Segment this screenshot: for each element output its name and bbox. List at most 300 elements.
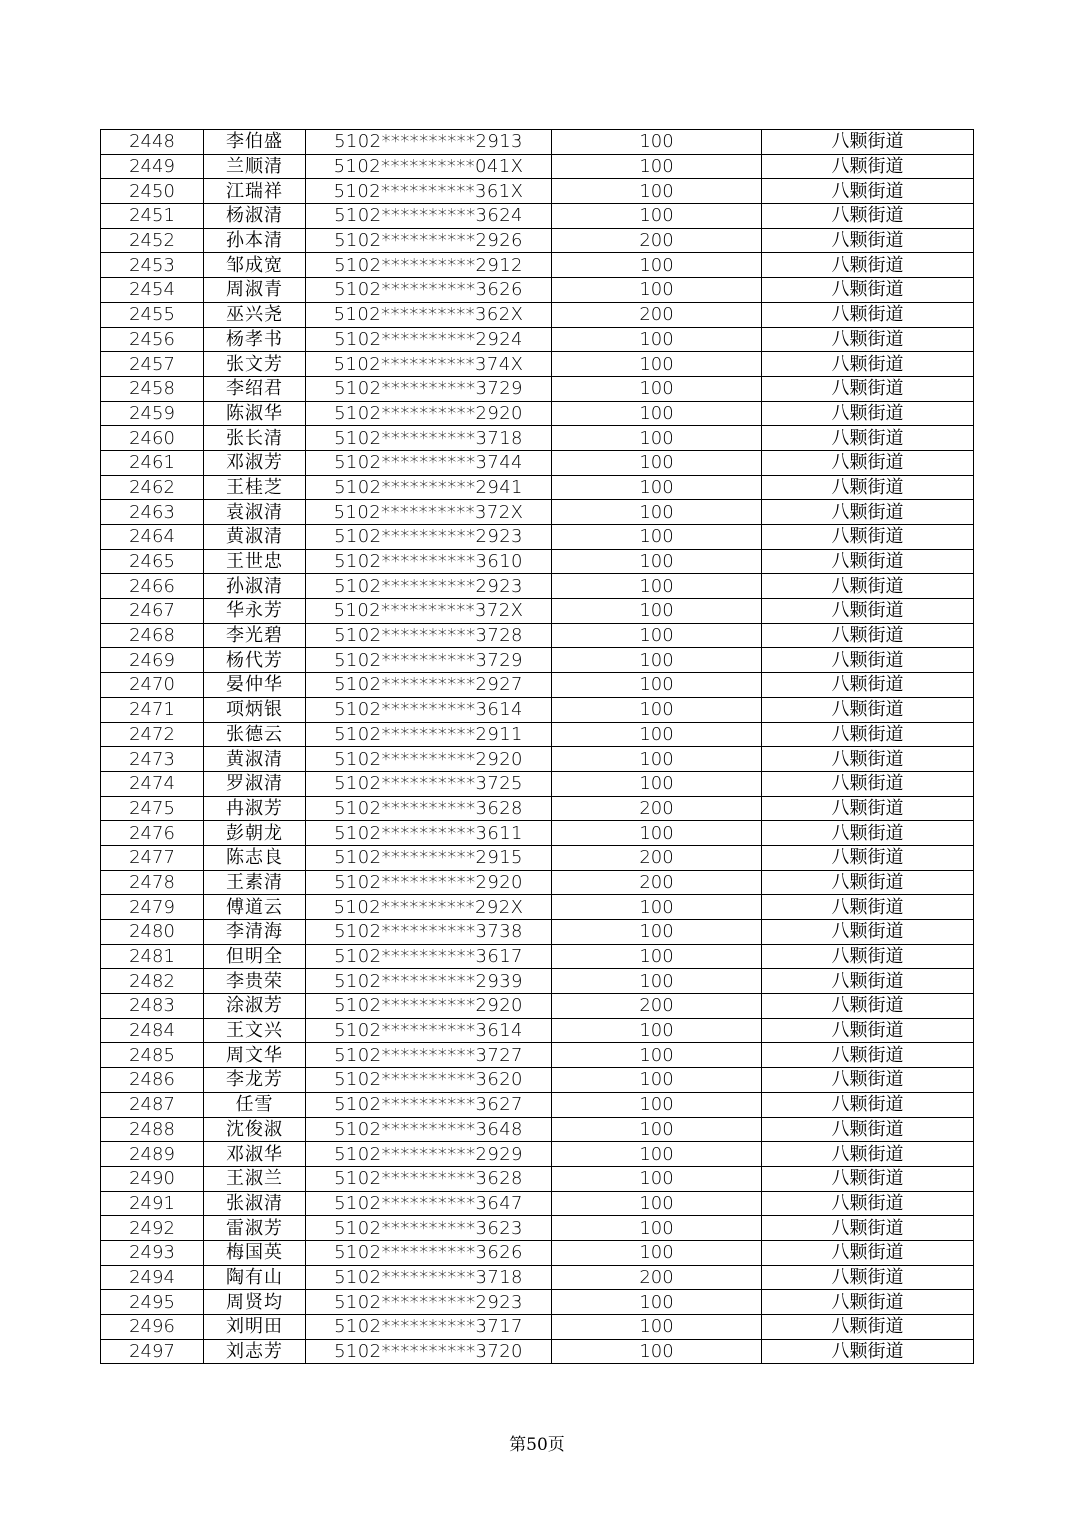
name-cell: 张长清 [204,426,306,451]
id-number-cell: 5102**********3718 [306,1265,552,1290]
table-row [101,673,974,698]
table-row [101,228,974,253]
amount-cell: 200 [552,870,762,895]
street-cell: 八颗街道 [762,648,974,673]
table-row [101,1117,974,1142]
name-cell: 雷淑芳 [204,1216,306,1241]
amount-cell: 100 [552,500,762,525]
name-cell: 傅道云 [204,895,306,920]
serial-number-cell: 2490 [101,1166,204,1191]
serial-number-cell: 2482 [101,969,204,994]
id-number-cell: 5102**********362X [306,302,552,327]
street-cell: 八颗街道 [762,1018,974,1043]
table-row [101,623,974,648]
amount-cell: 100 [552,574,762,599]
id-number-cell: 5102**********3647 [306,1191,552,1216]
street-cell: 八颗街道 [762,1166,974,1191]
amount-cell: 100 [552,1142,762,1167]
serial-number-cell: 2470 [101,673,204,698]
name-cell: 彭朝龙 [204,821,306,846]
street-cell: 八颗街道 [762,969,974,994]
name-cell: 周文华 [204,1043,306,1068]
amount-cell: 100 [552,1191,762,1216]
street-cell: 八颗街道 [762,525,974,550]
id-number-cell: 5102**********3727 [306,1043,552,1068]
name-cell: 但明全 [204,944,306,969]
table-row [101,352,974,377]
name-cell: 陈志良 [204,845,306,870]
amount-cell: 200 [552,1265,762,1290]
name-cell: 李清海 [204,920,306,945]
id-number-cell: 5102**********3628 [306,1166,552,1191]
serial-number-cell: 2497 [101,1339,204,1364]
table-row [101,920,974,945]
serial-number-cell: 2465 [101,549,204,574]
amount-cell: 200 [552,845,762,870]
name-cell: 兰顺清 [204,154,306,179]
serial-number-cell: 2460 [101,426,204,451]
amount-cell: 100 [552,944,762,969]
table-row [101,870,974,895]
name-cell: 晏仲华 [204,673,306,698]
street-cell: 八颗街道 [762,623,974,648]
street-cell: 八颗街道 [762,253,974,278]
id-number-cell: 5102**********374X [306,352,552,377]
amount-cell: 100 [552,1043,762,1068]
name-cell: 周淑青 [204,278,306,303]
amount-cell: 100 [552,1068,762,1093]
name-cell: 涂淑芳 [204,994,306,1019]
id-number-cell: 5102**********3729 [306,648,552,673]
name-cell: 巫兴尧 [204,302,306,327]
table-row [101,278,974,303]
id-number-cell: 5102**********3720 [306,1339,552,1364]
name-cell: 张文芳 [204,352,306,377]
id-number-cell: 5102**********372X [306,599,552,624]
amount-cell: 100 [552,426,762,451]
street-cell: 八颗街道 [762,302,974,327]
amount-cell: 100 [552,1290,762,1315]
street-cell: 八颗街道 [762,278,974,303]
id-number-cell: 5102**********2924 [306,327,552,352]
amount-cell: 100 [552,327,762,352]
amount-cell: 100 [552,771,762,796]
id-number-cell: 5102**********2912 [306,253,552,278]
street-cell: 八颗街道 [762,475,974,500]
serial-number-cell: 2468 [101,623,204,648]
street-cell: 八颗街道 [762,796,974,821]
table-row [101,574,974,599]
table-row [101,845,974,870]
serial-number-cell: 2479 [101,895,204,920]
serial-number-cell: 2455 [101,302,204,327]
amount-cell: 100 [552,179,762,204]
amount-cell: 100 [552,525,762,550]
street-cell: 八颗街道 [762,673,974,698]
table-row [101,1315,974,1340]
id-number-cell: 5102**********3738 [306,920,552,945]
id-number-cell: 5102**********3628 [306,796,552,821]
street-cell: 八颗街道 [762,1191,974,1216]
street-cell: 八颗街道 [762,549,974,574]
street-cell: 八颗街道 [762,130,974,155]
name-cell: 沈俊淑 [204,1117,306,1142]
amount-cell: 100 [552,747,762,772]
serial-number-cell: 2451 [101,204,204,229]
serial-number-cell: 2474 [101,771,204,796]
amount-cell: 200 [552,228,762,253]
name-cell: 李贵荣 [204,969,306,994]
id-number-cell: 5102**********2913 [306,130,552,155]
table-row [101,796,974,821]
serial-number-cell: 2484 [101,1018,204,1043]
street-cell: 八颗街道 [762,1265,974,1290]
serial-number-cell: 2489 [101,1142,204,1167]
table-row [101,1191,974,1216]
serial-number-cell: 2477 [101,845,204,870]
name-cell: 杨淑清 [204,204,306,229]
id-number-cell: 5102**********2915 [306,845,552,870]
id-number-cell: 5102**********2929 [306,1142,552,1167]
id-number-cell: 5102**********2920 [306,870,552,895]
name-cell: 李伯盛 [204,130,306,155]
name-cell: 刘明田 [204,1315,306,1340]
amount-cell: 100 [552,154,762,179]
serial-number-cell: 2453 [101,253,204,278]
street-cell: 八颗街道 [762,154,974,179]
table-row [101,401,974,426]
page-number: 第50页 [509,1435,565,1455]
table-row [101,1043,974,1068]
id-number-cell: 5102**********3611 [306,821,552,846]
serial-number-cell: 2457 [101,352,204,377]
name-cell: 陈淑华 [204,401,306,426]
table-row [101,450,974,475]
street-cell: 八颗街道 [762,574,974,599]
street-cell: 八颗街道 [762,228,974,253]
serial-number-cell: 2472 [101,722,204,747]
table-row [101,1216,974,1241]
serial-number-cell: 2463 [101,500,204,525]
table-row [101,1068,974,1093]
id-number-cell: 5102**********041X [306,154,552,179]
id-number-cell: 5102**********361X [306,179,552,204]
id-number-cell: 5102**********3648 [306,1117,552,1142]
amount-cell: 100 [552,450,762,475]
serial-number-cell: 2466 [101,574,204,599]
name-cell: 孙本清 [204,228,306,253]
amount-cell: 100 [552,895,762,920]
table-row [101,895,974,920]
table-row [101,525,974,550]
id-number-cell: 5102**********3627 [306,1092,552,1117]
id-number-cell: 5102**********2920 [306,747,552,772]
serial-number-cell: 2473 [101,747,204,772]
serial-number-cell: 2452 [101,228,204,253]
serial-number-cell: 2448 [101,130,204,155]
serial-number-cell: 2476 [101,821,204,846]
street-cell: 八颗街道 [762,697,974,722]
name-cell: 李光碧 [204,623,306,648]
amount-cell: 100 [552,253,762,278]
serial-number-cell: 2488 [101,1117,204,1142]
table-row [101,376,974,401]
amount-cell: 100 [552,204,762,229]
serial-number-cell: 2496 [101,1315,204,1340]
table-row [101,1339,974,1364]
id-number-cell: 5102**********2920 [306,401,552,426]
id-number-cell: 5102**********3610 [306,549,552,574]
table-row [101,821,974,846]
serial-number-cell: 2462 [101,475,204,500]
serial-number-cell: 2487 [101,1092,204,1117]
table-body [101,130,974,1364]
name-cell: 陶有山 [204,1265,306,1290]
id-number-cell: 5102**********2923 [306,574,552,599]
serial-number-cell: 2469 [101,648,204,673]
id-number-cell: 5102**********3744 [306,450,552,475]
street-cell: 八颗街道 [762,1092,974,1117]
table-row [101,1240,974,1265]
amount-cell: 100 [552,1339,762,1364]
street-cell: 八颗街道 [762,1142,974,1167]
serial-number-cell: 2467 [101,599,204,624]
id-number-cell: 5102**********292X [306,895,552,920]
table-row [101,327,974,352]
street-cell: 八颗街道 [762,1290,974,1315]
table-row [101,599,974,624]
serial-number-cell: 2493 [101,1240,204,1265]
table-row [101,771,974,796]
amount-cell: 100 [552,401,762,426]
serial-number-cell: 2494 [101,1265,204,1290]
table-row [101,1018,974,1043]
name-cell: 邓淑华 [204,1142,306,1167]
serial-number-cell: 2478 [101,870,204,895]
name-cell: 张德云 [204,722,306,747]
id-number-cell: 5102**********2939 [306,969,552,994]
name-cell: 杨孝书 [204,327,306,352]
name-cell: 孙淑清 [204,574,306,599]
street-cell: 八颗街道 [762,994,974,1019]
street-cell: 八颗街道 [762,204,974,229]
name-cell: 王淑兰 [204,1166,306,1191]
id-number-cell: 5102**********3626 [306,1240,552,1265]
street-cell: 八颗街道 [762,1068,974,1093]
serial-number-cell: 2492 [101,1216,204,1241]
id-number-cell: 5102**********3614 [306,1018,552,1043]
name-cell: 罗淑清 [204,771,306,796]
table-row [101,1265,974,1290]
street-cell: 八颗街道 [762,1117,974,1142]
table-row [101,179,974,204]
street-cell: 八颗街道 [762,944,974,969]
serial-number-cell: 2486 [101,1068,204,1093]
serial-number-cell: 2471 [101,697,204,722]
street-cell: 八颗街道 [762,401,974,426]
serial-number-cell: 2449 [101,154,204,179]
amount-cell: 100 [552,1216,762,1241]
street-cell: 八颗街道 [762,179,974,204]
id-number-cell: 5102**********3620 [306,1068,552,1093]
table-row [101,426,974,451]
serial-number-cell: 2475 [101,796,204,821]
id-number-cell: 5102**********2927 [306,673,552,698]
name-cell: 周贤均 [204,1290,306,1315]
serial-number-cell: 2481 [101,944,204,969]
serial-number-cell: 2495 [101,1290,204,1315]
serial-number-cell: 2456 [101,327,204,352]
amount-cell: 200 [552,302,762,327]
amount-cell: 100 [552,1117,762,1142]
data-table-container [100,129,973,1364]
table-row [101,1142,974,1167]
name-cell: 袁淑清 [204,500,306,525]
table-row [101,747,974,772]
serial-number-cell: 2464 [101,525,204,550]
street-cell: 八颗街道 [762,376,974,401]
table-row [101,549,974,574]
serial-number-cell: 2485 [101,1043,204,1068]
table-row [101,475,974,500]
street-cell: 八颗街道 [762,450,974,475]
id-number-cell: 5102**********3718 [306,426,552,451]
id-number-cell: 5102**********3725 [306,771,552,796]
street-cell: 八颗街道 [762,870,974,895]
street-cell: 八颗街道 [762,1216,974,1241]
id-number-cell: 5102**********2941 [306,475,552,500]
table-row [101,500,974,525]
serial-number-cell: 2483 [101,994,204,1019]
id-number-cell: 5102**********2923 [306,525,552,550]
amount-cell: 100 [552,475,762,500]
id-number-cell: 5102**********2926 [306,228,552,253]
serial-number-cell: 2491 [101,1191,204,1216]
id-number-cell: 5102**********372X [306,500,552,525]
street-cell: 八颗街道 [762,327,974,352]
name-cell: 李绍君 [204,376,306,401]
id-number-cell: 5102**********3729 [306,376,552,401]
serial-number-cell: 2480 [101,920,204,945]
name-cell: 王文兴 [204,1018,306,1043]
serial-number-cell: 2450 [101,179,204,204]
serial-number-cell: 2459 [101,401,204,426]
amount-cell: 100 [552,549,762,574]
name-cell: 张淑清 [204,1191,306,1216]
id-number-cell: 5102**********3624 [306,204,552,229]
street-cell: 八颗街道 [762,1315,974,1340]
table-row [101,130,974,155]
amount-cell: 100 [552,648,762,673]
street-cell: 八颗街道 [762,1339,974,1364]
table-row [101,1092,974,1117]
table-row [101,302,974,327]
id-number-cell: 5102**********2923 [306,1290,552,1315]
id-number-cell: 5102**********3614 [306,697,552,722]
name-cell: 江瑞祥 [204,179,306,204]
amount-cell: 100 [552,1166,762,1191]
street-cell: 八颗街道 [762,821,974,846]
amount-cell: 100 [552,697,762,722]
name-cell: 梅国英 [204,1240,306,1265]
street-cell: 八颗街道 [762,1240,974,1265]
street-cell: 八颗街道 [762,1043,974,1068]
id-number-cell: 5102**********2911 [306,722,552,747]
amount-cell: 100 [552,1315,762,1340]
street-cell: 八颗街道 [762,920,974,945]
table-row [101,994,974,1019]
street-cell: 八颗街道 [762,747,974,772]
amount-cell: 100 [552,376,762,401]
amount-cell: 100 [552,352,762,377]
amount-cell: 200 [552,796,762,821]
street-cell: 八颗街道 [762,771,974,796]
id-number-cell: 5102**********3717 [306,1315,552,1340]
id-number-cell: 5102**********3623 [306,1216,552,1241]
name-cell: 冉淑芳 [204,796,306,821]
name-cell: 王桂芝 [204,475,306,500]
table-row [101,1290,974,1315]
id-number-cell: 5102**********2920 [306,994,552,1019]
amount-cell: 100 [552,722,762,747]
data-table [100,129,974,1364]
amount-cell: 100 [552,821,762,846]
name-cell: 邹成宽 [204,253,306,278]
id-number-cell: 5102**********3617 [306,944,552,969]
street-cell: 八颗街道 [762,426,974,451]
street-cell: 八颗街道 [762,895,974,920]
table-row [101,204,974,229]
table-row [101,648,974,673]
amount-cell: 100 [552,969,762,994]
table-row [101,969,974,994]
street-cell: 八颗街道 [762,500,974,525]
name-cell: 王世忠 [204,549,306,574]
street-cell: 八颗街道 [762,722,974,747]
amount-cell: 100 [552,278,762,303]
amount-cell: 100 [552,623,762,648]
amount-cell: 100 [552,1092,762,1117]
name-cell: 邓淑芳 [204,450,306,475]
table-row [101,253,974,278]
amount-cell: 200 [552,994,762,1019]
name-cell: 杨代芳 [204,648,306,673]
name-cell: 华永芳 [204,599,306,624]
name-cell: 项炳银 [204,697,306,722]
table-row [101,1166,974,1191]
table-row [101,944,974,969]
amount-cell: 100 [552,599,762,624]
amount-cell: 100 [552,130,762,155]
name-cell: 李龙芳 [204,1068,306,1093]
table-row [101,722,974,747]
table-row [101,154,974,179]
name-cell: 刘志芳 [204,1339,306,1364]
id-number-cell: 5102**********3728 [306,623,552,648]
name-cell: 黄淑清 [204,525,306,550]
name-cell: 黄淑清 [204,747,306,772]
table-row [101,697,974,722]
amount-cell: 100 [552,1240,762,1265]
amount-cell: 100 [552,920,762,945]
street-cell: 八颗街道 [762,845,974,870]
street-cell: 八颗街道 [762,352,974,377]
serial-number-cell: 2461 [101,450,204,475]
street-cell: 八颗街道 [762,599,974,624]
amount-cell: 100 [552,673,762,698]
name-cell: 王素清 [204,870,306,895]
serial-number-cell: 2454 [101,278,204,303]
